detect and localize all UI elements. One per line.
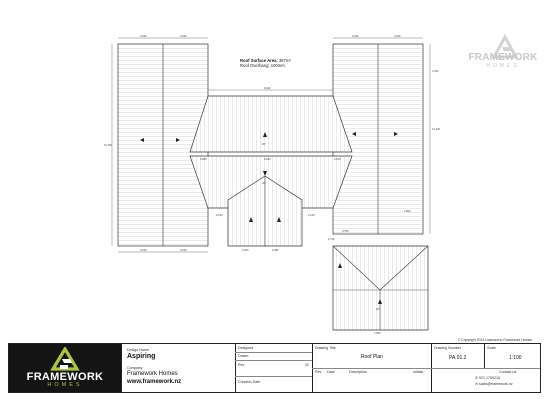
dim-bay-right: 2,380	[272, 249, 279, 252]
tb-rule-5	[431, 368, 540, 369]
pitch-label-c: 20°	[376, 308, 380, 311]
dim-wing-b: 3,150	[334, 158, 341, 161]
designed-label: Designed	[238, 346, 254, 350]
tb-rule-1	[235, 352, 312, 353]
dim-top-left-b: 3,040	[180, 35, 187, 38]
dim-bottom-width: 7,580	[374, 332, 381, 335]
surface-area-label: Roof Surface Area:	[240, 58, 278, 63]
overhang-value: 100mm	[270, 63, 285, 68]
dim-wing-a: 3,680	[200, 158, 207, 161]
roof-notes	[240, 58, 291, 68]
watermark-sub: HOMES	[486, 63, 520, 69]
surface-area-value: 367m²	[278, 58, 291, 63]
watermark-brand: FRAMEWORK	[468, 52, 538, 63]
contact-phone	[475, 376, 500, 380]
dim-top-left-a: 3,040	[140, 35, 147, 38]
dim-center-mid: 9,640	[264, 158, 271, 161]
dim-right-small: 1,930	[432, 70, 439, 73]
drawing-title-label: Drawing Title	[315, 346, 336, 350]
copyright-notice: © Copyright 2024 Licensed to Framework Homes	[457, 338, 532, 342]
company-name: Framework Homes	[127, 371, 178, 377]
date-col-label: Date	[327, 370, 335, 374]
phone-icon: ✆	[475, 376, 480, 380]
email-address[interactable]: sales@framework.nz	[479, 382, 513, 386]
dim-right-stub: 1,800	[404, 210, 411, 213]
dim-bay-b: 2,150	[308, 214, 315, 217]
dim-left-height: 16,760	[104, 144, 112, 147]
logo-sub: HOMES	[47, 382, 83, 388]
company-label: Company	[127, 366, 143, 370]
contact-label: Contact us:	[499, 370, 518, 374]
creation-date-label: Creation Date	[238, 380, 261, 384]
overhang-label: Roof Overhang:	[240, 63, 270, 68]
dim-top-right-b: 3,040	[394, 35, 401, 38]
garage-roof	[333, 246, 428, 330]
dim-bay-width: 2,200	[242, 249, 249, 252]
dim-corner-a: 2,790	[328, 238, 335, 241]
phone-number[interactable]: 021 1759215	[479, 376, 501, 380]
description-col-label: Description	[349, 370, 367, 374]
dim-center-top: 9,640	[264, 87, 271, 90]
dim-right-height: 12,190	[432, 128, 440, 131]
scale-label: Scale	[487, 346, 496, 350]
scale-value: 1:100	[509, 355, 522, 361]
framework-logo-icon	[49, 347, 81, 371]
dim-top-right-a: 3,040	[352, 35, 359, 38]
dim-bottom-left-a: 3,040	[140, 249, 147, 252]
pitch-label-a: 20°	[262, 143, 266, 146]
contact-email	[475, 382, 513, 386]
email-icon: ✉	[475, 382, 480, 386]
design-name: Aspiring	[127, 353, 156, 360]
title-block	[8, 343, 541, 393]
dim-bay-a: 2,150	[216, 214, 223, 217]
rev-value: 03	[305, 363, 309, 367]
center-roof-upper	[190, 96, 352, 152]
pitch-label-b: 30°	[262, 182, 266, 185]
title-block-logo	[9, 344, 122, 392]
tb-divider-4	[484, 344, 485, 368]
company-website: www.framework.nz	[127, 379, 182, 385]
drawing-title: Roof Plan	[361, 354, 383, 360]
initials-col-label: Initials	[413, 370, 424, 374]
tb-rule-4	[312, 368, 431, 369]
design-name-label: Design Name	[127, 348, 149, 352]
logo-brand: FRAMEWORK	[26, 371, 104, 383]
drawing-number-label: Drawing Number	[434, 346, 461, 350]
rev-col-label: Rev	[315, 370, 322, 374]
drawn-label: Drawn	[238, 354, 249, 358]
dim-bottom-left-b: 3,040	[180, 249, 187, 252]
dim-corner-b: 0,795	[342, 230, 349, 233]
drawing-number: PA.01.2	[449, 355, 467, 361]
tb-rule-2	[235, 360, 312, 361]
tb-rule-3	[235, 376, 312, 377]
rev-label: Rev	[238, 363, 245, 367]
